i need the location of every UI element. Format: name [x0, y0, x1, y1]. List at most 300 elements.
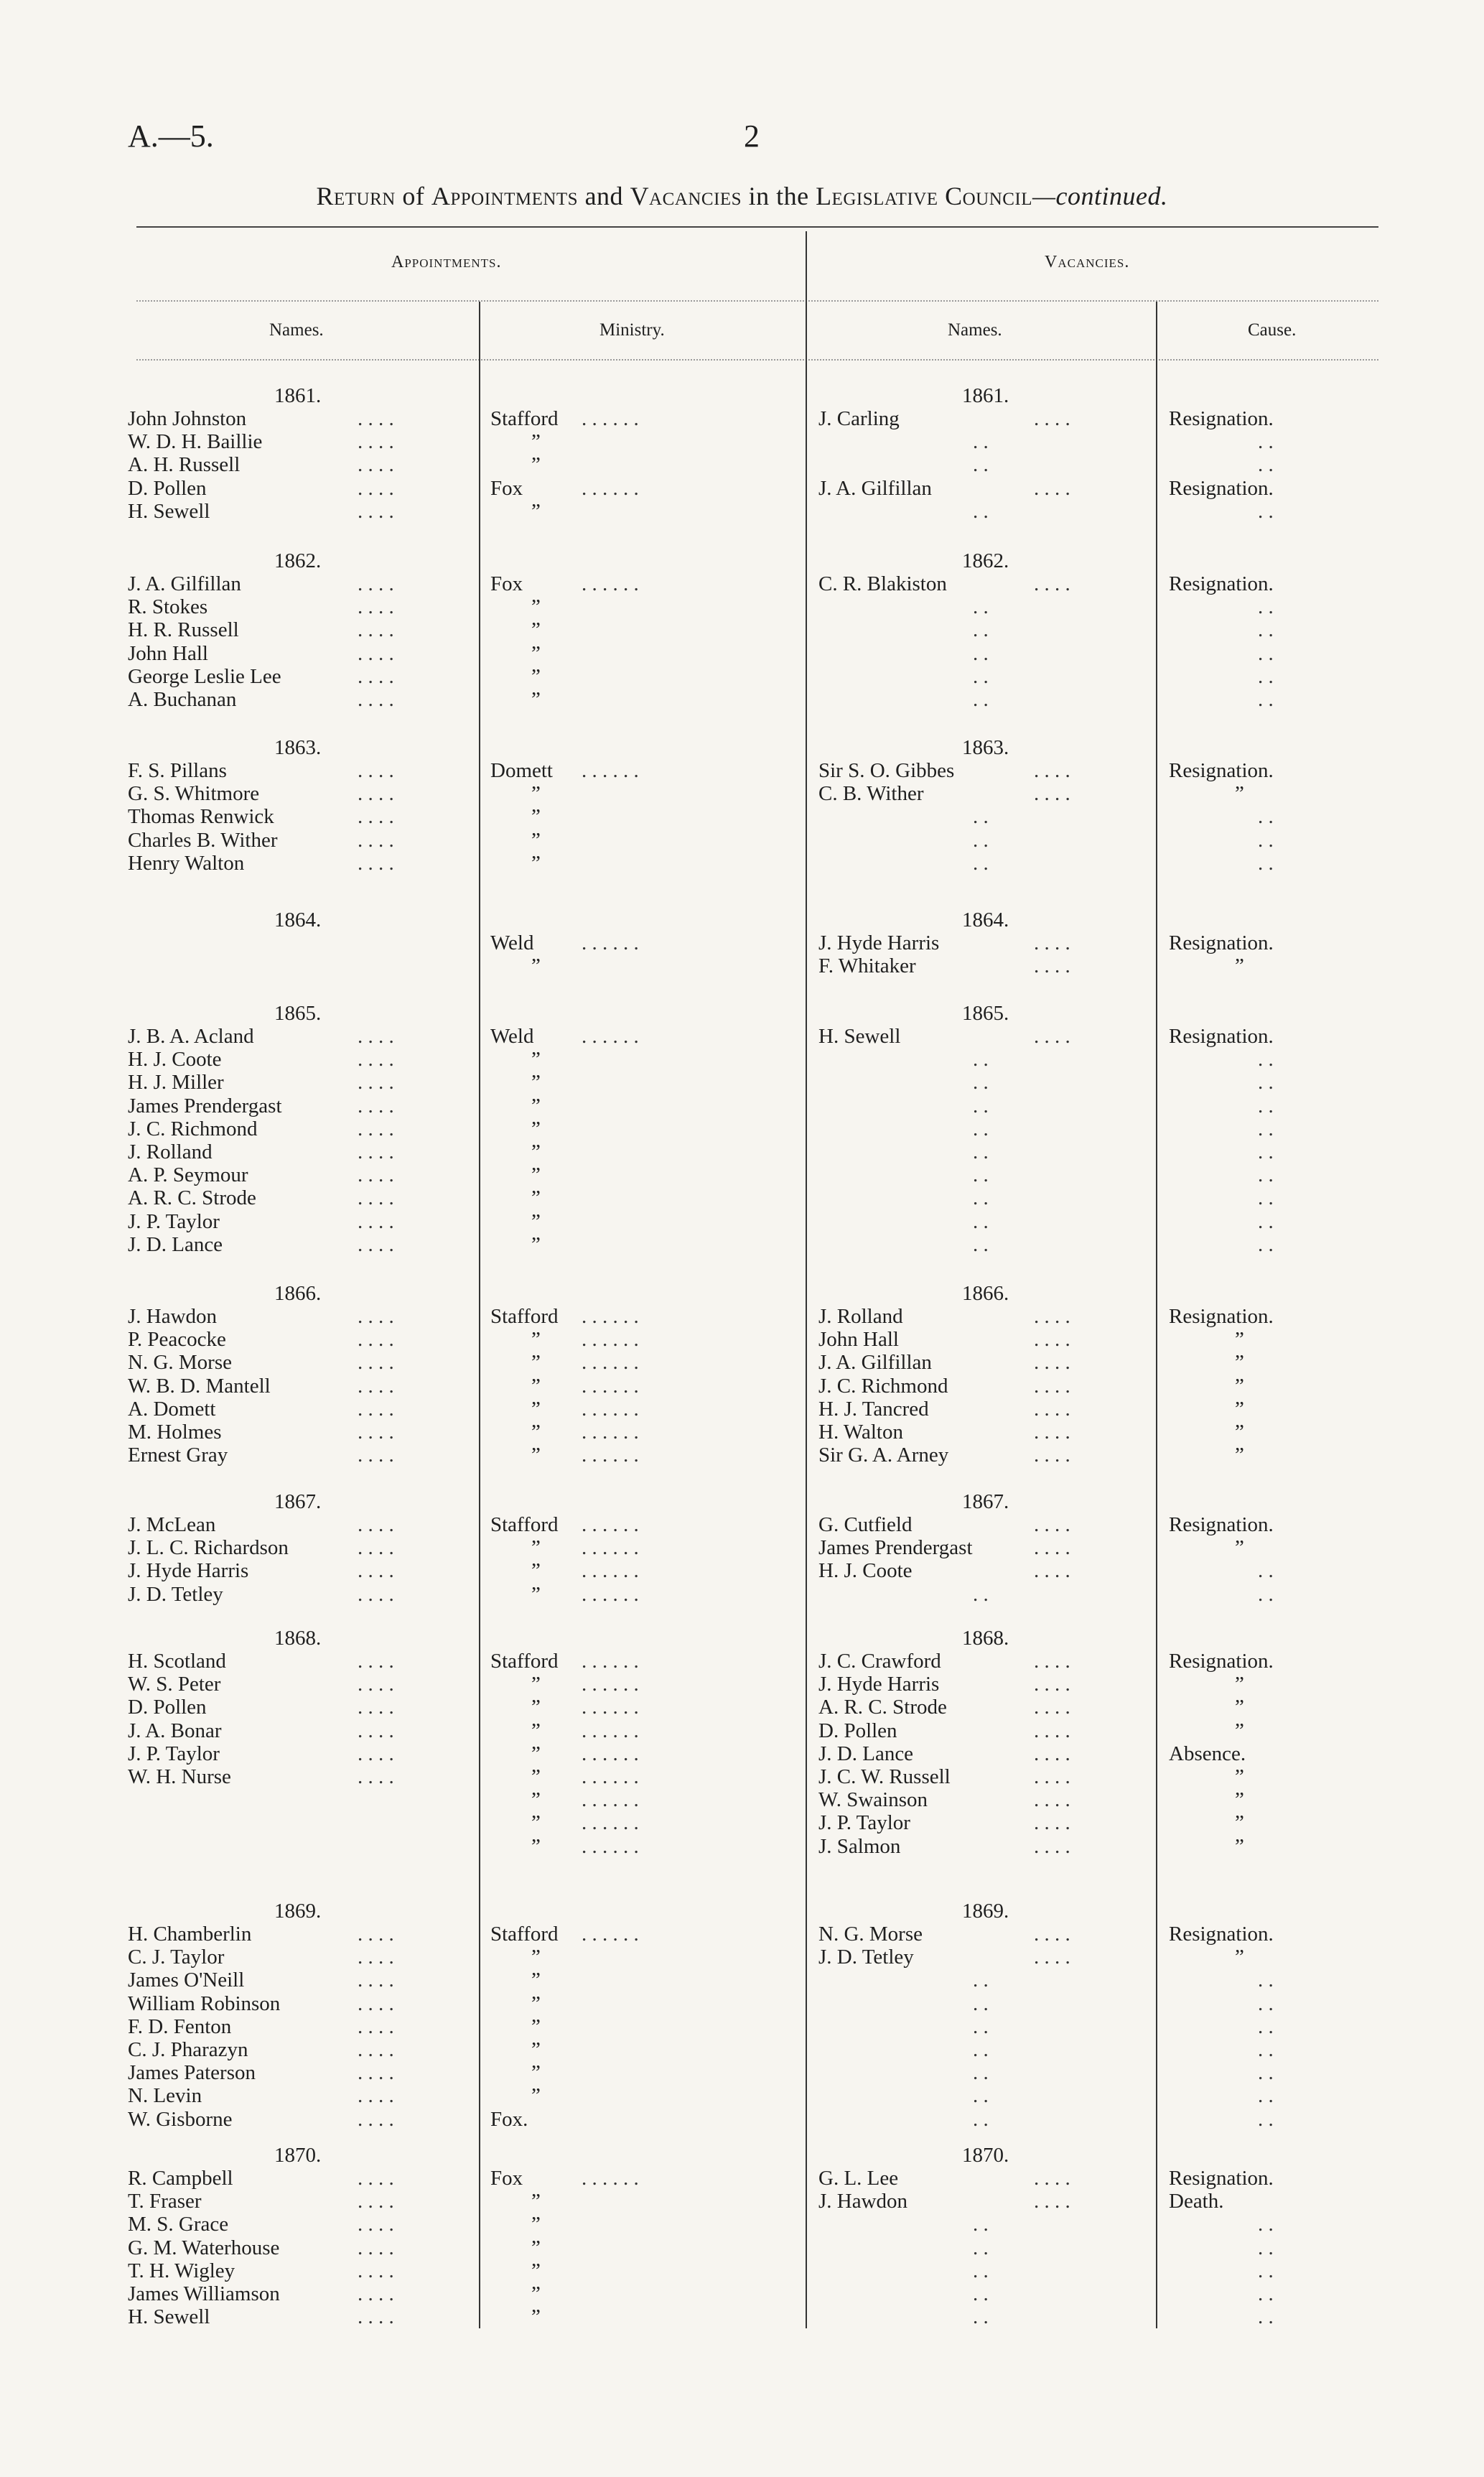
- vacancy-year: 1865.: [962, 1002, 1009, 1025]
- ministry-name: ”: [531, 1186, 541, 1210]
- leader-dots: . .: [1258, 618, 1274, 642]
- leader-dots: . .: [973, 1117, 989, 1140]
- vacancy-name: J. C. Crawford: [818, 1650, 941, 1673]
- vacancy-year: 1869.: [962, 1900, 1009, 1923]
- ministry-name: Stafford: [490, 1305, 559, 1328]
- vacancy-name: J. C. Richmond: [818, 1374, 948, 1398]
- leader-dots: . .: [1258, 664, 1274, 688]
- leader-dots: . .: [973, 2259, 989, 2282]
- ministry-name: Stafford: [490, 1923, 559, 1946]
- leader-dots: . . . .: [1034, 1696, 1070, 1719]
- leader-dots: . . . .: [358, 641, 394, 665]
- ministry-name: ”: [531, 1397, 541, 1421]
- appointee-name: H. R. Russell: [128, 618, 239, 642]
- leader-dots: . . . . . .: [582, 1559, 639, 1583]
- leader-dots: . . . .: [1034, 1742, 1070, 1765]
- ministry-name: ”: [531, 1765, 541, 1788]
- vacancy-cause: ”: [1235, 1811, 1244, 1835]
- leader-dots: . . . .: [358, 2213, 394, 2236]
- ministry-name: Fox: [490, 2167, 523, 2190]
- document-reference: A.—5.: [128, 118, 214, 154]
- leader-dots: . . . .: [358, 1209, 394, 1233]
- leader-dots: . . . .: [1034, 1811, 1070, 1835]
- leader-dots: . . . .: [1034, 759, 1070, 782]
- vacancy-name: J. Hyde Harris: [818, 1673, 940, 1696]
- leader-dots: . . . .: [358, 1696, 394, 1719]
- ministry-column-heading: Ministry.: [599, 320, 665, 340]
- leader-dots: . . . .: [358, 2167, 394, 2190]
- leader-dots: . .: [973, 2107, 989, 2131]
- appointee-name: J. A. Gilfillan: [128, 572, 241, 595]
- leader-dots: . .: [1258, 2061, 1274, 2085]
- leader-dots: . .: [973, 1969, 989, 1992]
- title-word-appointments: Appointments: [431, 182, 579, 210]
- appointments-group-heading: Appointments.: [391, 253, 502, 271]
- leader-dots: . . . .: [358, 1582, 394, 1606]
- leader-dots: . . . .: [358, 1719, 394, 1742]
- leader-dots: . . . .: [358, 595, 394, 619]
- ministry-name: Weld: [490, 1025, 534, 1048]
- vacancy-cause: ”: [1235, 1328, 1244, 1352]
- ministry-name: ”: [531, 1444, 541, 1467]
- vacancy-cause: ”: [1235, 1421, 1244, 1444]
- leader-dots: . .: [973, 664, 989, 688]
- leader-dots: . . . .: [358, 688, 394, 711]
- title-word-continued: —continued.: [1032, 182, 1168, 210]
- appointee-name: W. H. Nurse: [128, 1765, 231, 1788]
- appointee-name: A. P. Seymour: [128, 1163, 248, 1187]
- leader-dots: . . . .: [358, 828, 394, 852]
- leader-dots: . . . .: [358, 2282, 394, 2305]
- leader-dots: . . . .: [358, 1117, 394, 1140]
- leader-dots: . . . .: [358, 2190, 394, 2213]
- ministry-name: ”: [531, 1673, 541, 1696]
- vacancy-name: D. Pollen: [818, 1719, 897, 1742]
- vacancy-cause: Resignation.: [1169, 2167, 1274, 2190]
- vacancy-cause: Resignation.: [1169, 1305, 1274, 1328]
- ministry-name: ”: [531, 1834, 541, 1858]
- ministry-name: ”: [531, 1374, 541, 1398]
- leader-dots: . . . .: [1034, 1923, 1070, 1946]
- leader-dots: . . . .: [1034, 1421, 1070, 1444]
- ministry-name: ”: [531, 2305, 541, 2329]
- leader-dots: . . . . . .: [582, 1305, 639, 1328]
- appointee-name: H. J. Coote: [128, 1048, 222, 1072]
- vacancy-name: N. G. Morse: [818, 1923, 923, 1946]
- appointee-name: W. S. Peter: [128, 1673, 221, 1696]
- leader-dots: . .: [1258, 2305, 1274, 2329]
- leader-dots: . . . .: [1034, 407, 1070, 430]
- leader-dots: . . . .: [358, 1397, 394, 1421]
- vacancy-name: H. Sewell: [818, 1025, 901, 1048]
- appointee-name: J. B. A. Acland: [128, 1025, 254, 1048]
- appointee-name: W. B. D. Mantell: [128, 1374, 271, 1398]
- vacancy-name: G. L. Lee: [818, 2167, 899, 2190]
- ministry-name: ”: [531, 453, 541, 477]
- leader-dots: . .: [1258, 2084, 1274, 2108]
- ministry-name: ”: [531, 2259, 541, 2282]
- leader-dots: . . . . . .: [582, 1444, 639, 1467]
- vacancy-name: C. R. Blakiston: [818, 572, 947, 595]
- leader-dots: . .: [1258, 2038, 1274, 2061]
- appointee-name: George Leslie Lee: [128, 664, 281, 688]
- vacancy-cause: Resignation.: [1169, 476, 1274, 500]
- leader-dots: . .: [1258, 2014, 1274, 2038]
- vacancy-cause: ”: [1235, 1719, 1244, 1742]
- vacancy-cause: ”: [1235, 1397, 1244, 1421]
- leader-dots: . . . . . .: [582, 1536, 639, 1560]
- divider-names-ministry: [479, 302, 480, 2328]
- leader-dots: . . . .: [358, 805, 394, 829]
- leader-dots: . .: [1258, 641, 1274, 665]
- leader-dots: . . . .: [358, 1094, 394, 1117]
- appointee-name: P. Peacocke: [128, 1328, 226, 1352]
- vacancy-cause: ”: [1235, 1444, 1244, 1467]
- vacancy-cause: Resignation.: [1169, 1513, 1274, 1536]
- ministry-name: ”: [531, 1232, 541, 1256]
- leader-dots: . . . . . .: [582, 1696, 639, 1719]
- title-word-in-the: in the: [742, 182, 816, 210]
- ministry-name: ”: [531, 1811, 541, 1835]
- leader-dots: . . . .: [1034, 931, 1070, 954]
- leader-dots: . . . .: [1034, 1834, 1070, 1858]
- leader-dots: . . . .: [358, 407, 394, 430]
- column-header-rule: [136, 359, 1378, 361]
- ministry-name: Fox: [490, 572, 523, 595]
- leader-dots: . .: [973, 453, 989, 477]
- cause-column-heading: Cause.: [1248, 320, 1297, 340]
- vacancy-year: 1868.: [962, 1627, 1009, 1650]
- leader-dots: . . . .: [358, 1765, 394, 1788]
- leader-dots: . .: [1258, 430, 1274, 454]
- leader-dots: . .: [1258, 1094, 1274, 1117]
- appointee-name: J. P. Taylor: [128, 1742, 220, 1765]
- ministry-name: ”: [531, 1788, 541, 1812]
- leader-dots: . .: [1258, 688, 1274, 711]
- leader-dots: . . . .: [1034, 1650, 1070, 1673]
- vacancy-cause: ”: [1235, 1765, 1244, 1788]
- appointee-name: N. Levin: [128, 2084, 202, 2108]
- leader-dots: . . . . . .: [582, 1582, 639, 1606]
- appointment-year: 1863.: [274, 736, 322, 759]
- leader-dots: . .: [973, 1140, 989, 1163]
- vacancy-cause: ”: [1235, 1946, 1244, 1969]
- leader-dots: . . . . . .: [582, 759, 639, 782]
- leader-dots: . . . .: [358, 759, 394, 782]
- appointee-name: Thomas Renwick: [128, 805, 274, 829]
- appointment-year: 1861.: [274, 384, 322, 407]
- page-title: [0, 183, 1484, 209]
- leader-dots: . .: [973, 2282, 989, 2305]
- appointee-name: J. Rolland: [128, 1140, 213, 1163]
- vacancy-cause: ”: [1235, 1834, 1244, 1858]
- ministry-name: ”: [531, 2236, 541, 2259]
- ministry-name: ”: [531, 1719, 541, 1742]
- vacancy-name: J. A. Gilfillan: [818, 1351, 932, 1375]
- ministry-name: ”: [531, 1140, 541, 1163]
- leader-dots: . . . .: [358, 453, 394, 477]
- vacancy-cause: ”: [1235, 1696, 1244, 1719]
- ministry-name: Domett: [490, 759, 553, 782]
- vacancy-cause: Resignation.: [1169, 572, 1274, 595]
- leader-dots: . . . .: [358, 1186, 394, 1210]
- appointee-name: Ernest Gray: [128, 1444, 228, 1467]
- leader-dots: . . . .: [358, 2014, 394, 2038]
- leader-dots: . . . .: [358, 1421, 394, 1444]
- appointee-name: F. S. Pillans: [128, 759, 227, 782]
- appointee-name: H. Sewell: [128, 2305, 210, 2329]
- names-column-heading: Names.: [269, 320, 324, 340]
- vacancy-name: H. J. Coote: [818, 1559, 913, 1583]
- leader-dots: . . . . . .: [582, 1025, 639, 1048]
- appointee-name: H. Chamberlin: [128, 1923, 252, 1946]
- appointee-name: John Hall: [128, 641, 208, 665]
- leader-dots: . .: [973, 2061, 989, 2085]
- leader-dots: . .: [973, 2014, 989, 2038]
- vacancy-name: H. J. Tancred: [818, 1397, 929, 1421]
- divider-appointments-vacancies: [806, 231, 807, 2328]
- page-number: 2: [744, 118, 760, 154]
- leader-dots: . . . .: [358, 1444, 394, 1467]
- leader-dots: . . . .: [358, 664, 394, 688]
- appointment-year: 1866.: [274, 1282, 322, 1305]
- leader-dots: . .: [1258, 499, 1274, 523]
- vacancy-name: F. Whitaker: [818, 954, 916, 978]
- appointee-name: R. Stokes: [128, 595, 208, 619]
- ministry-name: ”: [531, 688, 541, 711]
- leader-dots: . . . .: [1034, 1351, 1070, 1375]
- ministry-name: ”: [531, 1048, 541, 1072]
- appointee-name: J. D. Lance: [128, 1232, 223, 1256]
- leader-dots: . . . . . .: [582, 2167, 639, 2190]
- leader-dots: . . . . . .: [582, 1328, 639, 1352]
- leader-dots: . .: [973, 1048, 989, 1072]
- ministry-name: Stafford: [490, 1513, 559, 1536]
- leader-dots: . .: [1258, 2107, 1274, 2131]
- ministry-name: ”: [531, 2061, 541, 2085]
- leader-dots: . .: [1258, 851, 1274, 875]
- appointee-name: James Williamson: [128, 2282, 280, 2305]
- vacancy-name: Sir G. A. Arney: [818, 1444, 949, 1467]
- appointee-name: James O'Neill: [128, 1969, 245, 1992]
- vacancy-name: J. D. Lance: [818, 1742, 914, 1765]
- appointee-name: James Paterson: [128, 2061, 256, 2085]
- ministry-name: ”: [531, 2282, 541, 2305]
- leader-dots: . . . . . .: [582, 1788, 639, 1812]
- leader-dots: . .: [1258, 1232, 1274, 1256]
- ministry-name: ”: [531, 805, 541, 829]
- divider-vacancy-cause: [1156, 302, 1157, 2328]
- ministry-name: ”: [531, 595, 541, 619]
- vacancy-cause: Resignation.: [1169, 931, 1274, 954]
- ministry-name: ”: [531, 499, 541, 523]
- leader-dots: . . . .: [358, 618, 394, 642]
- ministry-name: ”: [531, 618, 541, 642]
- appointee-name: F. D. Fenton: [128, 2014, 232, 2038]
- ministry-name: Stafford: [490, 1650, 559, 1673]
- appointee-name: J. P. Taylor: [128, 1209, 220, 1233]
- vacancy-name: H. Walton: [818, 1421, 903, 1444]
- ministry-name: ”: [531, 430, 541, 454]
- leader-dots: . .: [1258, 2282, 1274, 2305]
- appointee-name: H. Scotland: [128, 1650, 226, 1673]
- ministry-name: ”: [531, 1992, 541, 2015]
- ministry-name: ”: [531, 1696, 541, 1719]
- leader-dots: . . . .: [358, 1328, 394, 1352]
- ministry-name: ”: [531, 851, 541, 875]
- vacancy-cause: ”: [1235, 1351, 1244, 1375]
- table-top-rule: [136, 226, 1378, 228]
- appointee-name: William Robinson: [128, 1992, 281, 2015]
- leader-dots: . . . .: [1034, 572, 1070, 595]
- leader-dots: . . . .: [358, 1650, 394, 1673]
- appointee-name: G. S. Whitmore: [128, 782, 260, 806]
- ministry-name: ”: [531, 1969, 541, 1992]
- leader-dots: . . . . . .: [582, 1719, 639, 1742]
- vacancy-cause: Resignation.: [1169, 1025, 1274, 1048]
- leader-dots: . .: [1258, 1969, 1274, 1992]
- ministry-name: ”: [531, 1351, 541, 1375]
- vacancy-year: 1863.: [962, 736, 1009, 759]
- appointee-name: H. J. Miller: [128, 1071, 224, 1095]
- leader-dots: . . . .: [358, 476, 394, 500]
- vacancy-cause: ”: [1235, 1374, 1244, 1398]
- vacancy-name: A. R. C. Strode: [818, 1696, 947, 1719]
- vacancy-name: J. Carling: [818, 407, 900, 430]
- leader-dots: . .: [973, 805, 989, 829]
- appointee-name: A. Buchanan: [128, 688, 237, 711]
- leader-dots: . .: [973, 2305, 989, 2329]
- leader-dots: . .: [1258, 1071, 1274, 1095]
- leader-dots: . . . .: [358, 1992, 394, 2015]
- ministry-name: Weld: [490, 931, 534, 954]
- leader-dots: . . . .: [1034, 476, 1070, 500]
- leader-dots: . . . .: [358, 430, 394, 454]
- vacancy-name: C. B. Wither: [818, 782, 924, 806]
- leader-dots: . .: [1258, 1163, 1274, 1187]
- appointee-name: Charles B. Wither: [128, 828, 278, 852]
- vacancy-name: J. C. W. Russell: [818, 1765, 951, 1788]
- ministry-name: ”: [531, 782, 541, 806]
- ministry-name: ”: [531, 641, 541, 665]
- leader-dots: . . . .: [358, 1513, 394, 1536]
- vacancy-cause: Absence.: [1169, 1742, 1246, 1765]
- ministry-name: ”: [531, 2014, 541, 2038]
- leader-dots: . . . .: [1034, 1765, 1070, 1788]
- leader-dots: . .: [1258, 1582, 1274, 1606]
- appointee-name: D. Pollen: [128, 1696, 207, 1719]
- leader-dots: . .: [973, 851, 989, 875]
- appointee-name: A. Domett: [128, 1397, 216, 1421]
- leader-dots: . . . .: [1034, 1444, 1070, 1467]
- leader-dots: . .: [1258, 453, 1274, 477]
- appointee-name: J. D. Tetley: [128, 1582, 223, 1606]
- appointee-name: J. Hyde Harris: [128, 1559, 249, 1583]
- vacancy-name: J. P. Taylor: [818, 1811, 910, 1835]
- appointee-name: J. McLean: [128, 1513, 216, 1536]
- vacancy-cause: Resignation.: [1169, 407, 1274, 430]
- vacancy-name: W. Swainson: [818, 1788, 928, 1812]
- appointee-name: D. Pollen: [128, 476, 207, 500]
- leader-dots: . . . .: [1034, 1025, 1070, 1048]
- leader-dots: . . . . . .: [582, 1673, 639, 1696]
- vacancy-year: 1862.: [962, 549, 1009, 572]
- appointee-name: J. Hawdon: [128, 1305, 218, 1328]
- ministry-name: Stafford: [490, 407, 559, 430]
- leader-dots: . . . . . .: [582, 1923, 639, 1946]
- leader-dots: . . . .: [358, 1048, 394, 1072]
- leader-dots: . . . .: [358, 2038, 394, 2061]
- vacancy-name: J. Rolland: [818, 1305, 903, 1328]
- leader-dots: . .: [973, 1582, 989, 1606]
- leader-dots: . . . .: [358, 1071, 394, 1095]
- leader-dots: . . . .: [1034, 1559, 1070, 1583]
- leader-dots: . .: [973, 1071, 989, 1095]
- appointee-name: T. H. Wigley: [128, 2259, 235, 2282]
- leader-dots: . . . .: [358, 1536, 394, 1560]
- ministry-name: ”: [531, 1536, 541, 1560]
- leader-dots: . . . .: [358, 1673, 394, 1696]
- leader-dots: . .: [973, 499, 989, 523]
- vacancy-year: 1866.: [962, 1282, 1009, 1305]
- leader-dots: . . . . . .: [582, 1374, 639, 1398]
- appointment-year: 1869.: [274, 1900, 322, 1923]
- leader-dots: . . . .: [1034, 954, 1070, 978]
- appointee-name: T. Fraser: [128, 2190, 202, 2213]
- leader-dots: . .: [973, 2213, 989, 2236]
- leader-dots: . . . . . .: [582, 931, 639, 954]
- leader-dots: . . . .: [1034, 1397, 1070, 1421]
- title-word-vacancies: Vacancies: [630, 182, 742, 210]
- leader-dots: . .: [1258, 828, 1274, 852]
- leader-dots: . . . .: [358, 2084, 394, 2108]
- leader-dots: . . . .: [1034, 1328, 1070, 1352]
- leader-dots: . . . .: [1034, 1305, 1070, 1328]
- ministry-name: ”: [531, 1946, 541, 1969]
- vacancy-cause: Death.: [1169, 2190, 1224, 2213]
- ministry-name: Fox.: [490, 2107, 528, 2131]
- leader-dots: . . . . . .: [582, 1397, 639, 1421]
- vacancy-name: J. Salmon: [818, 1834, 901, 1858]
- vacancy-cause: ”: [1235, 1536, 1244, 1560]
- leader-dots: . .: [1258, 1992, 1274, 2015]
- leader-dots: . .: [1258, 1186, 1274, 1210]
- leader-dots: . .: [973, 1094, 989, 1117]
- leader-dots: . . . .: [358, 1163, 394, 1187]
- leader-dots: . . . .: [1034, 1374, 1070, 1398]
- leader-dots: . .: [1258, 1209, 1274, 1233]
- leader-dots: . . . . . .: [582, 407, 639, 430]
- title-word-and: and: [578, 182, 630, 210]
- leader-dots: . .: [1258, 595, 1274, 619]
- leader-dots: . .: [1258, 1048, 1274, 1072]
- leader-dots: . .: [973, 641, 989, 665]
- leader-dots: . . . .: [358, 1025, 394, 1048]
- ministry-name: ”: [531, 1742, 541, 1765]
- group-header-rule: [136, 300, 1378, 302]
- leader-dots: . . . .: [358, 572, 394, 595]
- vacancy-name: John Hall: [818, 1328, 899, 1352]
- leader-dots: . .: [973, 1209, 989, 1233]
- vacancy-cause: Resignation.: [1169, 1650, 1274, 1673]
- appointment-year: 1864.: [274, 908, 322, 931]
- leader-dots: . .: [973, 430, 989, 454]
- leader-dots: . . . .: [358, 1351, 394, 1375]
- appointee-name: W. Gisborne: [128, 2107, 233, 2131]
- vacancies-group-heading: Vacancies.: [1045, 253, 1130, 271]
- leader-dots: . . . .: [358, 2107, 394, 2131]
- ministry-name: ”: [531, 828, 541, 852]
